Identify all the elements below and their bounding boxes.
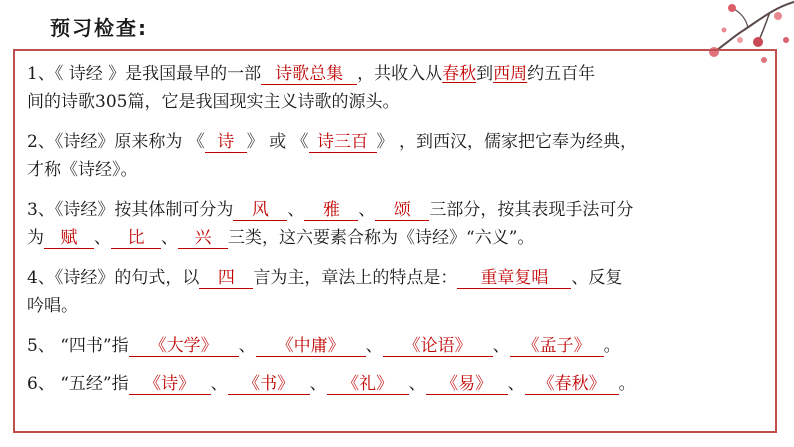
item-2-line-1 — [27, 131, 637, 153]
item-3-line-2 — [27, 227, 534, 249]
item-5-text: 、 — [365, 336, 383, 356]
item-6-text: 、 — [210, 374, 228, 394]
item-6-answer-3: 《礼》 — [327, 374, 409, 395]
item-3-text: 、 — [287, 200, 305, 220]
item-5-text: 、 — [238, 336, 256, 356]
item-5-text: 5、 “四书”指 — [27, 336, 129, 356]
item-5-text: 。 — [603, 336, 621, 356]
item-3-answer-3: 颂 — [375, 200, 429, 221]
item-6-answer-1: 《诗》 — [129, 374, 211, 395]
item-2-answer-2: 诗三百 — [309, 132, 377, 153]
item-6-text: 、 — [507, 374, 525, 394]
item-5-answer-4: 《孟子》 — [510, 336, 604, 357]
item-6-text: 、 — [408, 374, 426, 394]
item-4-text: 、反复 — [571, 268, 623, 288]
slide-title: 预习检查: — [50, 16, 148, 40]
item-5-line-1 — [27, 335, 621, 357]
item-3-text: 、 — [94, 228, 111, 248]
item-1-answer-1: 诗歌总集 — [261, 64, 357, 85]
item-3-answer-1: 风 — [233, 200, 287, 221]
item-1-answer-2: 春秋 — [442, 64, 477, 84]
item-3-text: 三类，这六要素合称为《诗经》“六义”。 — [228, 228, 535, 248]
item-1-answer-3: 西周 — [493, 64, 528, 84]
item-3-text: 、 — [358, 200, 376, 220]
item-6-text: 。 — [618, 374, 636, 394]
item-6-answer-5: 《春秋》 — [525, 374, 619, 395]
item-6-answer-4: 《易》 — [426, 374, 508, 395]
quiz-box — [13, 49, 777, 433]
item-4-text: 4、《诗经》的句式，以 — [27, 268, 200, 288]
item-2-text: 2、《诗经》原来称为 《 — [27, 132, 205, 152]
item-1-text: 1、《 诗经 》是我国最早的一部 — [27, 64, 262, 84]
item-4-line-1 — [27, 267, 622, 289]
item-3-line-1 — [27, 199, 633, 221]
item-1-text: ，共收入从 — [357, 64, 443, 84]
item-1-text: 到 — [476, 64, 494, 84]
item-2-line-2: 才称《诗经》。 — [27, 160, 138, 180]
item-4-answer-1: 四 — [199, 268, 253, 289]
item-6-line-1 — [27, 373, 636, 395]
item-3-text: 为 — [27, 228, 44, 248]
item-3-answer-5: 比 — [111, 228, 161, 249]
item-1-line-1 — [27, 63, 595, 85]
item-3-text: 三部分，按其表现手法可分 — [429, 200, 634, 220]
item-3-answer-6: 兴 — [178, 228, 228, 249]
item-4-answer-2: 重章复唱 — [457, 268, 571, 289]
item-2-text: 》 ，到西汉，儒家把它奉为经典， — [376, 132, 637, 152]
item-5-answer-2: 《中庸》 — [256, 336, 366, 357]
item-6-answer-2: 《书》 — [228, 374, 310, 395]
item-5-answer-3: 《论语》 — [383, 336, 493, 357]
item-1-text: 约五百年 — [527, 64, 596, 84]
item-4-line-2: 吟唱。 — [27, 296, 78, 316]
item-3-text: 、 — [161, 228, 178, 248]
item-2-answer-1: 诗 — [205, 132, 247, 153]
item-1-line-2: 间的诗歌305篇，它是我国现实主义诗歌的源头。 — [27, 92, 400, 112]
item-5-text: 、 — [492, 336, 510, 356]
item-5-answer-1: 《大学》 — [129, 336, 239, 357]
item-4-text: 言为主，章法上的特点是： — [253, 268, 458, 288]
item-6-text: 6、 “五经”指 — [27, 374, 129, 394]
item-3-answer-4: 赋 — [44, 228, 94, 249]
item-6-text: 、 — [309, 374, 327, 394]
item-2-text: 》 或 《 — [246, 132, 309, 152]
item-3-text: 3、《诗经》按其体制可分为 — [27, 200, 234, 220]
item-3-answer-2: 雅 — [304, 200, 358, 221]
